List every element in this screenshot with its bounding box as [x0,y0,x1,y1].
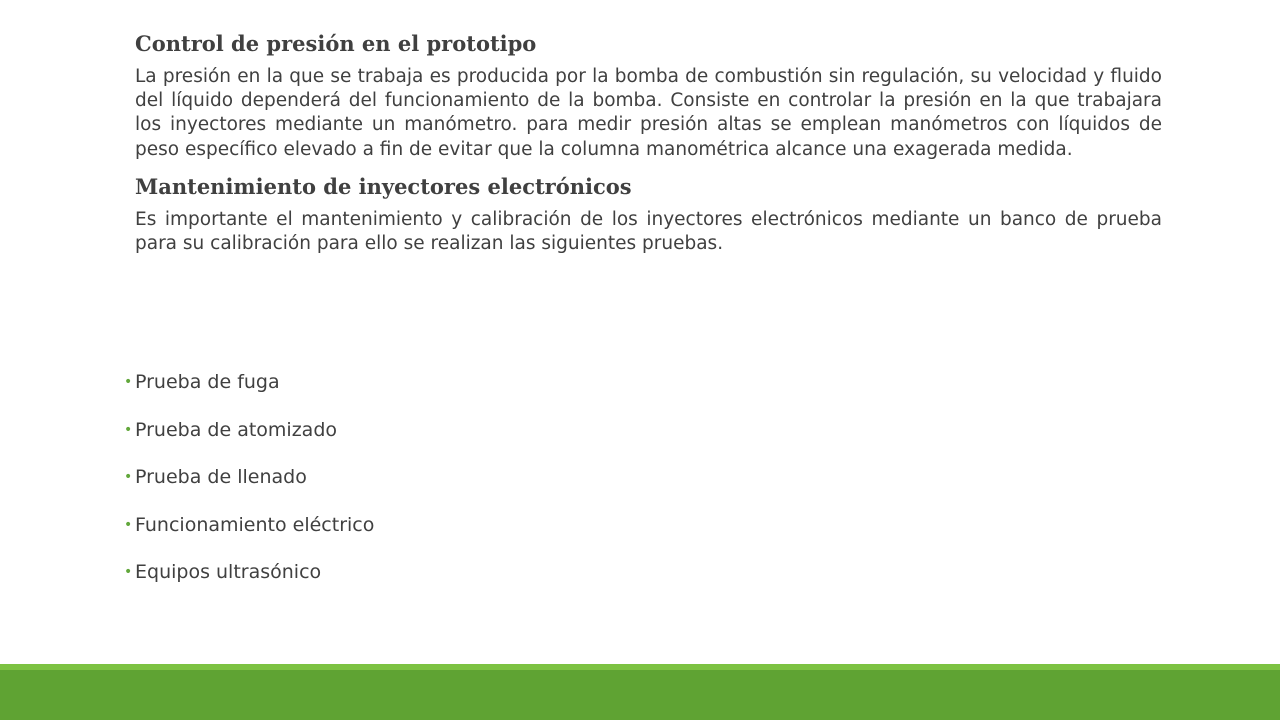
list-item [124,510,374,558]
section-body-injector-maintenance: Es importante el mantenimiento y calibración de los inyectores electrónicos mediante un banco de prueba para su calibración para ello se realizan las siguientes pruebas. [135,208,1162,255]
list-item [124,415,374,463]
section-heading-injector-maintenance: Mantenimiento de inyectores electrónicos [135,173,632,199]
section-heading-pressure-control: Control de presión en el prototipo [135,31,537,56]
list-item [124,557,374,605]
list-item-label: Equipos ultrasónico [135,561,322,583]
test-list [124,367,374,605]
list-item-label: Prueba de atomizado [135,418,338,441]
section-body-pressure-control: La presión en la que se trabaja es producida por la bomba de combustión sin regulación, su velocidad y fluido del líquido dependerá del funcionamiento de la bomba. Consiste en controlar la presión en la que trabajara los inyectores mediante un manómetro. para medir presión altas se emplean manómetros con líquidos de peso específico elevado a fin de evitar que la columna manométrica alcance una exagerada medida. [135,66,1162,160]
footer-band [0,670,1280,720]
list-item-label: Funcionamiento eléctrico [135,513,375,536]
list-item [124,367,374,415]
bullet-icon: • [124,516,133,533]
bullet-icon: • [124,374,133,390]
bullet-icon: • [124,469,133,485]
slide-content [135,24,1162,256]
list-item-label: Prueba de fuga [135,371,280,393]
bullet-icon: • [124,564,133,580]
list-item [124,462,374,510]
bullet-icon: • [124,421,133,438]
list-item-label: Prueba de llenado [135,466,307,488]
